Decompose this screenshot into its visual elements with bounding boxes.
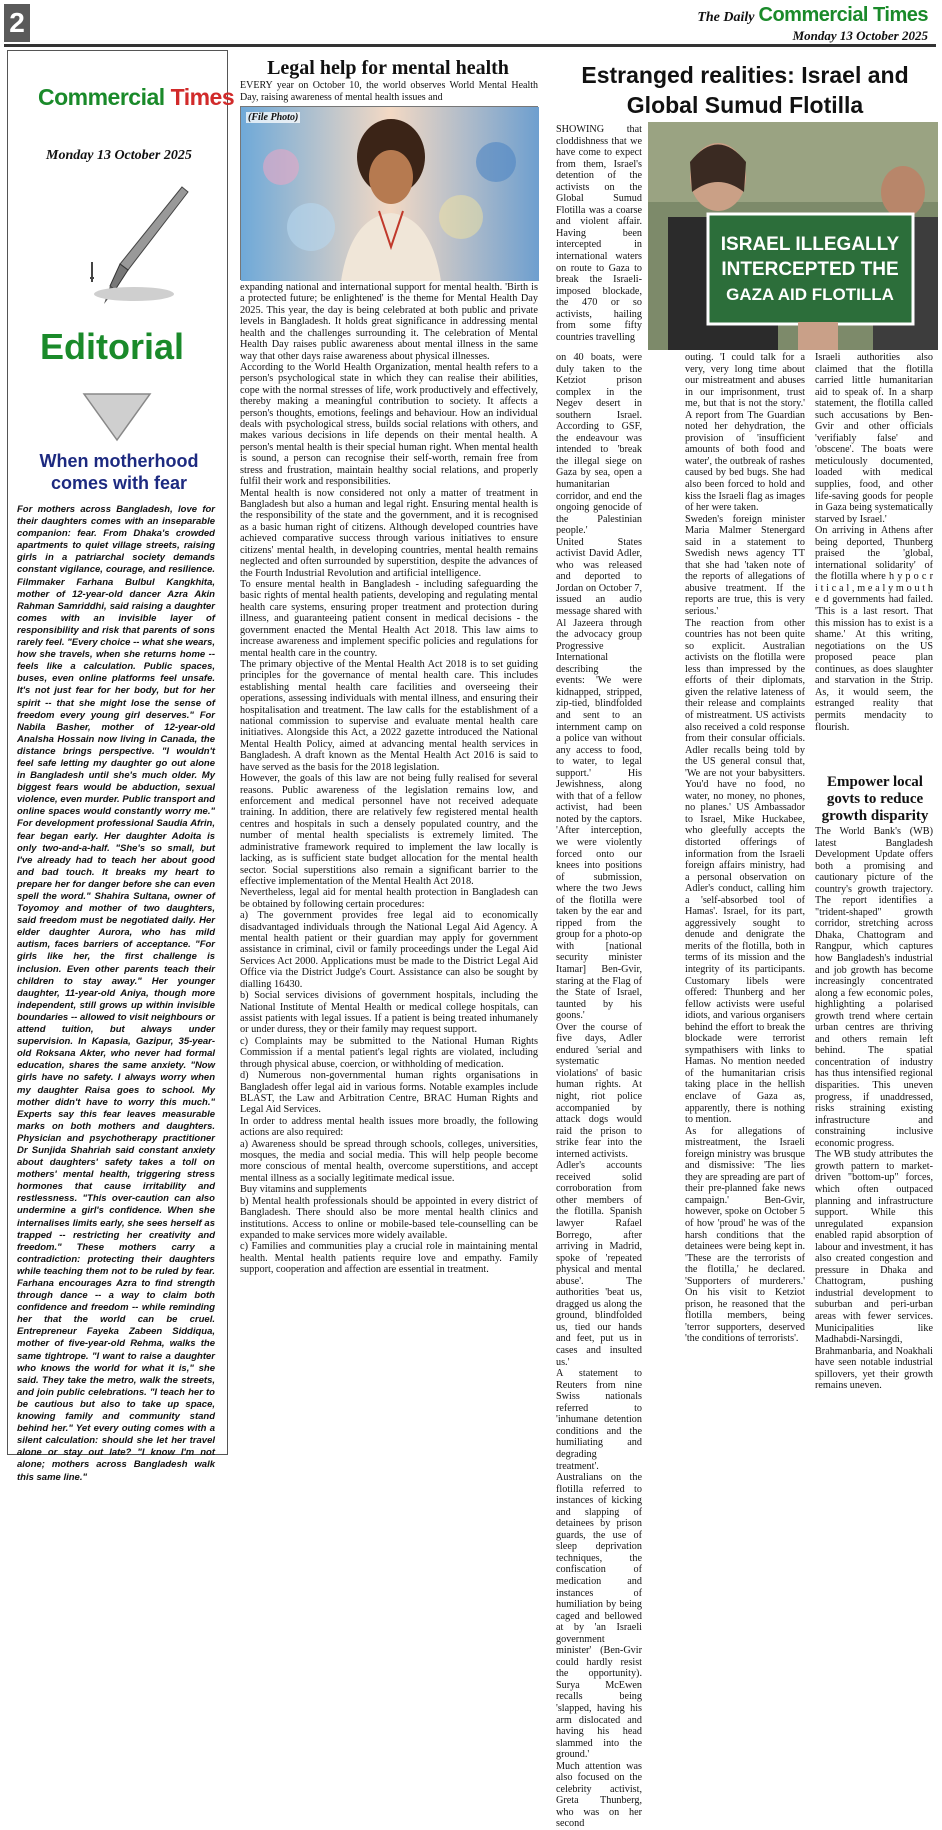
sign-line-2: INTERCEPTED THE [721, 259, 899, 280]
masthead [697, 4, 928, 27]
paragraph: Over the course of five days, Adler endured 'serial and systematic violations' of basic human rights. At night, riot police accompanied by attack dogs would raid the prison to strike fear into the interned activists. [556, 1021, 642, 1160]
mental-health-headline: Legal help for mental health [267, 57, 509, 79]
israel-headline: Estranged realities: Israel and Global Sumud Flotilla [581, 62, 909, 118]
sidebar-date: Monday 13 October 2025 [46, 148, 192, 163]
masthead-name: Commercial Times [758, 4, 928, 26]
paragraph: Mental health is now considered not only a matter of treatment in Bangladesh but also a human and legal right. Ensuring mental health is the responsibility of the state and the government, and it is recognised as a basic human right of citizens. Although developed countries have achieved comparative success through various initiatives to ensure citizens' mental health, in developing countries, mental health remains neglected and often surrounded by superstition, despite the advances of the Fourth Industrial Revolution and artificial intelligence. [240, 487, 538, 579]
paragraph: d) Numerous non-governmental human rights organisations in Bangladesh offer legal aid in various forms. Notable examples include BLAST, the Law and Arbitration Centre, BRAC Human Rights and Legal Aid Services. [240, 1070, 538, 1116]
sign-line-1: ISRAEL ILLEGALLY [720, 234, 900, 255]
paragraph: expanding national and international support for mental health. 'Birth is a protected future; be enlightened' is the theme for Mental Health Day 2025. This year, the day is being celebrated at both public and private levels in Bangladesh. It holds great significance in addressing mental health and the challenges surrounding it. The celebration of Mental Health Day raises public awareness about mental illness in the same way that other days raise awareness about physical illnesses. [240, 282, 538, 362]
paragraph: Buy vitamins and supplements [240, 1184, 367, 1196]
paragraph: Sweden's foreign minister Maria Malmer Stenergard said in a statement to Swedish news agency TT that she had 'taken note of the reports of allegations of abusive treatment. If the reports are true, this is very serious.' [685, 513, 805, 618]
paragraph: b) Mental health professionals should be appointed in every district of Bangladesh. There should also be more mental health clinics and institutions. Access to online or mobile-based tele-counselling can be expanded to make services more widely available. [240, 1195, 538, 1242]
mental-health-body [240, 282, 538, 1276]
paragraph: outing. 'I could talk for a very, very long time about our mistreatment and abuses in our imprisonment, trust me, but that is not the story.' A report from The Guardian noted her dehydration, the provision of 'insufficient amounts of both food and water', the outbreak of rashes caused by bed bugs. She had also been forced to hold and kiss the Israeli flag as images of her were taken. [685, 352, 805, 514]
sidebar-logo-part1: Commercial [38, 84, 165, 110]
paragraph: c) Complaints may be submitted to the National Human Rights Commission if a mental patient's legal rights are violated, including through physical abuse, coercion, or withholding of medication. [240, 1035, 538, 1070]
paragraph: On arriving in Athens after being deported, Thunberg praised the 'global, international solidarity' of the flotilla where h y p o c r i t i c a l , m e a l y m o u t h e d governments had failed. 'This is a last resort. That this mission has to exist is a shame.' At this writing, negotiations on the US proposed peace plan continues, as does slaughter and starvation in the Strip. As, it would seem, the estranged reality that permits mendacity to flourish. [815, 525, 933, 733]
paragraph: The reaction from other countries has not been quite so explicit. Australian activists on the flotilla were less than impressed by the efforts of their diplomats, given the relative lateness of their release and complaints of mistreatment. US activists also received a cold response from their consular officials. Adler recalls being told by the US general consul that, 'We are not your babysitters. You'd have no food, no water, no money, no phones, no planes.' US Ambassador to Israel, Mike Huckabee, who gleefully accepts the distorted offerings of information from the Israeli foreign affairs ministry, had a personal observation on Adler's conduct, calling him a 'self-absorbed tool of Hamas'. Israel, for its part, aggressively sought to denude and denigrate the merits of the flotilla, both in terms of its mission and the integrity of its participants. Customary libels were offered: Thunberg and her fellow activists were useful idiots, and various organisers behind the effort to break the blockade were terrorist sympathisers with links to Hamas. No mention needed of the humanitarian crisis taking place in the hellish enclave of Gaza as, apparently, there is nothing to mention. [685, 617, 805, 1126]
israel-column-1 [556, 352, 642, 1830]
sidebar-logo [38, 84, 234, 111]
page-number: 2 [4, 4, 30, 42]
paragraph: on 40 boats, were duly taken to the Ketziot prison complex in the Negev desert in southern Israel. According to GSF, the endeavour was intended to 'break the illegal siege on Gaza by sea, open a humanitarian corridor, and end the ongoing genocide of the Palestinian people.' [556, 352, 642, 537]
editorial-headline: When motherhood comes with fear [39, 451, 199, 493]
masthead-the-daily: The Daily [697, 10, 755, 25]
paragraph: United States activist David Adler, who was released and deported to Jordan on October 7, issued an audio message shared with Al Jazeera through the advocacy group Progressive International describing the events: 'We were kidnapped, stripped, zip-tied, blindfolded and sent to an internment camp on a police van without any access to food, to water, to legal support.' His Jewishness, along with that of a fellow activist, had been noted by the captors. 'After interception, we were violently forced onto our knees into positions of submission, where the two Jews of the flotilla were taken by the ear and ripped from the group for a photo-op with [national security minister Itamar] Ben-Gvir, staring at the Flag of the State of Israel, taunted by his goons.' [556, 536, 642, 1022]
paragraph: c) Families and communities play a crucial role in maintaining mental health. Mental health patients require love and empathy. Family support, cooperation and affection are essential in treatment. [240, 1241, 538, 1276]
growth-body [815, 826, 933, 1392]
header-date: Monday 13 October 2025 [792, 28, 928, 43]
paragraph: a) Awareness should be spread through schools, colleges, universities, mosques, the media and social media. This will help people become more conscious of mental health, overcome superstitions, and accept mental illness as a socially legitimate medical issue. [240, 1138, 538, 1184]
paragraph: However, the goals of this law are not being fully realised for several reasons. Public awareness of the legislation remains low, and enforcement and medical personnel have not received adequate training. In addition, there are relatively few registered mental health centres and hospitals in such a densely populated country, and the number of mental health specialists is extremely limited. The administrative framework required to implement the law locally is lacking, as is sufficient state budget allocation for the mental health sector. Social superstitions also remain a significant barrier to the effective implementation of the Mental Health Act 2018. [240, 773, 538, 887]
mental-health-intro: EVERY year on October 10, the world observes World Mental Health Day, raising awareness of mental health issues and [240, 80, 538, 103]
paragraph: Israeli authorities also claimed that the flotilla carried little humanitarian aid to speak of. In a sharp statement, the flotilla called such accusations by Ben-Gvir and other officials 'verifiably false' and 'obscene'. The boats were meticulously documented, loaded with medical supplies, food, and other life-saving goods for people in Gaza being systematically starved by Israel.' [815, 352, 933, 525]
paragraph: To ensure mental health in Bangladesh - including safeguarding the basic rights of mental health patients, developing and regulating mental health care systems, ensuring proper treatment and protection during illness, and guaranteeing patient consent in medical decisions - the government enacted the Mental Health Act 2018. This law aims to increase awareness and implement specific policies and regulations for mental health care in the country. [240, 578, 538, 659]
paragraph: A statement to Reuters from nine Swiss nationals referred to 'inhumane detention conditions and the humiliating and degrading treatment'. Australians on the flotilla referred to instances of kicking and slapping of detainees by prison guards, the use of sleep deprivation techniques, the confiscation of medication and instances of humiliation by being caged and bellowed at by 'an Israeli government minister' (Ben-Gvir could hardly resist the opportunity). Surya McEwen recalls being 'slapped, having his arm dislocated and having his head slammed into the ground.' [556, 1368, 642, 1761]
sidebar-logo-part2: Times [170, 84, 235, 110]
paragraph: According to the World Health Organization, mental health refers to a person's psychological state in which they can realise their abilities, cope with the normal stresses of life, work productively and effectively, thereby making a meaningful contribution to society. It affects a person's thoughts, emotions, feelings and behaviour. How an individual deals with psychological stress, builds social relations with others, and makes various decisions in life depends on their mental health. A person's mental health is their special human right. When mental health is sound, a person can recognise their self-worth, remain free from stress and frustration, maintain healthy social relations, and properly fulfil their work and responsibilities. [240, 361, 538, 488]
paragraph: Nevertheless, legal aid for mental health protection in Bangladesh can be obtained by following certain procedures: [240, 887, 538, 910]
paragraph: In order to address mental health issues more broadly, the following actions are also required: [240, 1115, 538, 1139]
paragraph: The World Bank's (WB) latest Bangladesh Development Update offers both a promising and cautionary picture of the country's growth trajectory. The report identifies a "trident-shaped" growth corridor, stretching across Dhaka, Chattogram and Rangpur, which captures how Bangladesh's industrial and job growth has become increasingly concentrated along a few economic poles, highlighting a polarised growth trend where certain urban centres are thriving and others remain left behind. The spatial concentration of industry has thus intensified regional disparities. This uneven progress, if unaddressed, risks straining existing infrastructure and constraining inclusive economic progress. [815, 826, 933, 1149]
paragraph: As for allegations of mistreatment, the Israeli foreign ministry was brusque and dismissive: 'The lies they are spreading are part of their pre-planned fake news campaign.' Ben-Gvir, however, spoke on October 5 of how 'proud' he was of the harsh conditions that the detainees were being kept in. 'These are the terrorists of the flotilla,' he declared. 'Supporters of murderers.' On his visit to Ketziot prison, he reasoned that the flotilla members, being 'terror supporters, deserved 'the conditions of terrorists'. [685, 1125, 805, 1345]
paragraph: a) The government provides free legal aid to economically disadvantaged individuals through the National Legal Aid Agency. A mental health patient or their guardian may apply for government assistance in criminal, civil or family proceedings under the Legal Aid Services Act 2000. Applications must be made to the District Legal Aid Office via the District Judge's Court. Assistance can also be sought by dialling 16430. [240, 910, 538, 990]
growth-headline: Empower local govts to reduce growth disparity [821, 774, 929, 824]
sign-line-3: GAZA AID FLOTILLA [726, 285, 894, 304]
header-rule [4, 44, 936, 47]
paragraph: The WB study attributes the growth pattern to market-driven "bottom-up" forces, which often outpaced planning and infrastructure support. While this unregulated expansion enabled rapid absorption of labour and investment, it has also created congestion and pressure in Dhaka and Chattogram, pushing industrial development to suburban and peri-urban areas with fewer services. Municipalities like Madhabdi-Narsingdi, Brahmanbaria, and Noakhali have seen notable industrial spillovers, yet their growth remains uneven. [815, 1149, 933, 1392]
editorial-body: For mothers across Bangladesh, love for their daughters comes with an inseparable companion: fear. From Dhaka's crowded apartments to quiet village streets, raising girls in a patriarchal society demands constant vigilance, courage, and resilience. Filmmaker Farhana Bulbul Kangkhita, mother of 12-year-old dancer Azra Akin Rahman Samriddhi, said raising a daughter comes with an invisible layer of responsibility and risk that parents of sons rarely feel. "Every choice -- what she wears, how she travels, when she returns home -- feels like a calculation. Public spaces, buses, even online platforms feel unsafe. It's not just fear for her body, but for her spirit -- that she might lose the sense of freedom every young girl deserves." For Nabila Basher, mother of 12-year-old Analsha Hossain now living in Canada, the distance brings perspective. "I wouldn't feel safe letting my daughter go out alone in Bangladesh until she's much older. My biggest fears would be abduction, sexual violence, even murder. Public transport and online spaces would constantly worry me." For development professional Saudia Afrin, fear began early. Her daughter Adoita is only two-and-a-half. "She's so small, but I've already had to teach her about good and bad touch. It breaks my heart to prepare her for danger before she can even spell the word." Shahira Sultana, owner of Toyomoy and mother of two daughters, said freedom must be negotiated daily. Her elder daughter Aurora, who has mild autism, faces barriers of acceptance. "For girls like her, the first challenge is inclusion. Even other parents teach their children to stay away." Her younger daughter, 11-year-old Aniya, though more independent, still grows up within invisible boundaries -- allowed to visit neighbours or attend tuition, but always under supervision. In Kapasia, Gazipur, 35-year-old Roksana Akter, who never had formal education, shares the same anxiety. "Now girls have no safety. I always worry when my daughter Raisa goes to school. My mother didn't have to worry this much." Experts say this fear leaves measurable marks on both mothers and daughters. Physician and psychotherapy practitioner Dr Sunjida Shahriah said constant anxiety about daughters' safety takes a toll on mothers' mental health, triggering stress hormones that cause irritability and restlessness. "This over-caution can also undermine a girl's confidence. When she internalises limits early, she sees herself as trapped -- restricting her creativity and freedom." These mothers carry a contradiction: protecting their daughters while teaching them not to be ruled by fear. Farhana encourages Azra to find strength through dance -- a way to claim both confidence and freedom -- while reminding her that the world can be cruel. Entrepreneur Fayeka Zabeen Siddiqua, mother of five-year-old Rehma, walks the same tightrope. "I want to raise a daughter who knows the world for what it is," she said. They take the metro, walk the streets, and join public celebrations. "I teach her to be cautious but also to take up space, knowing family and community stand behind her." Yet every outing comes with a silent calculation: should she let her travel alone or stay out late? "I know I'm not alone; mothers across Bangladesh walk this same line." [17, 504, 215, 1483]
photo-caption: (File Photo) [248, 112, 299, 123]
section-title-editorial: Editorial [40, 326, 185, 367]
fountain-pen-icon [82, 182, 192, 312]
israel-column-3 [815, 352, 933, 733]
paragraph: Much attention was also focused on the celebrity activist, Greta Thunberg, who was on her second [556, 1760, 642, 1830]
israel-column-2 [685, 352, 805, 1345]
paragraph: SHOWING that cloddishness that we have come to expect from them, Israel's detention of the activists on the Global Sumud Flotilla was a coarse and violent affair. Having been intercepted in international waters on route to Gaza to break the Israeli-imposed blockade, the 470 or so activists, hailing from some fifty countries travelling [556, 124, 642, 343]
down-arrow-icon [82, 392, 152, 447]
protest-photo [648, 122, 938, 350]
paragraph: b) Social services divisions of government hospitals, including the National Institute of Mental Health or medical college hospitals, can assist patients with legal issues. If a patient is being treated inhumanely or under duress, they or their family may request support. [240, 990, 538, 1036]
paragraph: Adler's accounts received solid corroboration from other members of the flotilla. Spanish lawyer Rafael Borrego, after arriving in Madrid, spoke of 'repeated physical and mental abuse'. The authorities 'beat us, dragged us along the ground, blindfolded us, tied our hands and feet, put us in cases and insulted us.' [556, 1160, 642, 1368]
israel-column-1-top [556, 124, 642, 343]
paragraph: The primary objective of the Mental Health Act 2018 is to set guiding principles for the governance of mental health care. This includes establishing mental health care facilities and overseeing their operations, assessing individuals with mental illness, and ensuring their hospitalisation and treatment. The law calls for the establishment of a national commission to supervise and evaluate mental health care initiatives. Alongside this Act, a 2022 gazette introduced the National Mental Health Policy, aimed at advancing mental health services in Bangladesh. A draft known as the Mental Health Act 2016 is said to have served as the basis for the 2018 legislation. [240, 658, 538, 773]
meditation-photo [240, 106, 538, 280]
